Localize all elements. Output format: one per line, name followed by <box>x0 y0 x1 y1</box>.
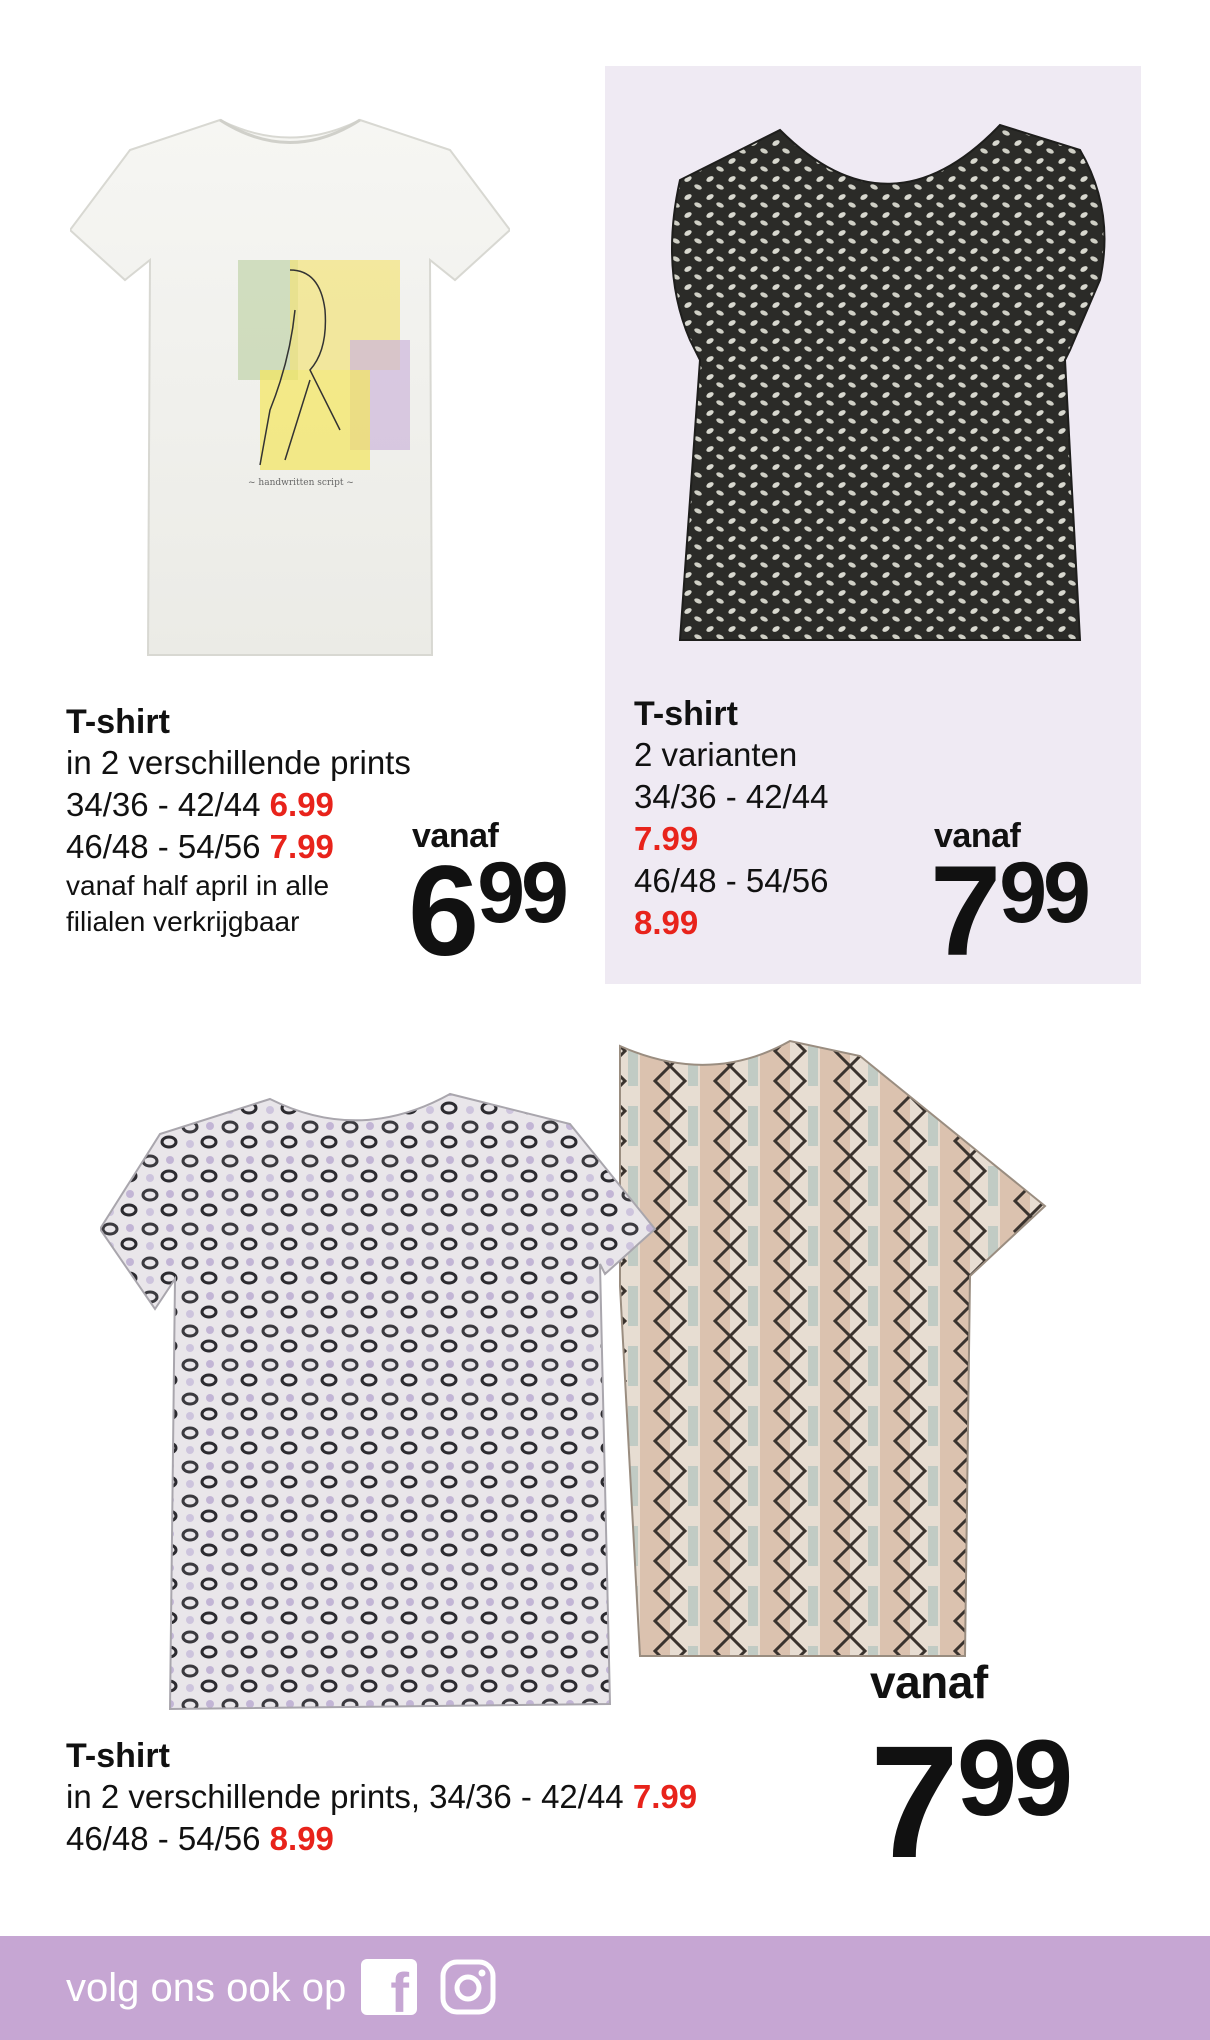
product3-size-row-1 <box>66 1776 697 1818</box>
product2-price-1: 7.99 <box>634 820 699 857</box>
product1-info <box>66 702 411 940</box>
product1-size-row-2 <box>66 826 411 868</box>
product1-note-2: filialen verkrijgbaar <box>66 906 300 937</box>
product2-price-2: 8.99 <box>634 904 699 941</box>
svg-text:~ handwritten script ~: ~ handwritten script ~ <box>248 478 354 488</box>
leopard-tshirt-image <box>100 1084 660 1714</box>
product1-note-1: vanaf half april in alle <box>66 870 330 901</box>
product1-description: in 2 verschillende prints <box>66 744 411 781</box>
size-price: 7.99 <box>632 1778 698 1815</box>
product1-size-row-1 <box>66 784 411 826</box>
product2-vanaf-label: vanaf <box>934 817 1021 855</box>
product3-title: T-shirt <box>66 1737 170 1775</box>
price-whole: 7 <box>870 1712 955 1891</box>
product1-vanaf-label: vanaf <box>412 817 499 855</box>
white-tshirt-image <box>70 110 510 670</box>
instagram-icon[interactable] <box>440 1959 496 2015</box>
product2-description: 2 varianten <box>634 736 798 773</box>
footer-text: volg ons ook op <box>66 1966 347 2010</box>
product3-big-price <box>870 1712 1070 1891</box>
size-label: in 2 verschillende prints, 34/36 - 42/44 <box>66 1778 624 1815</box>
price-cents: 99 <box>956 1717 1070 1838</box>
product2-size-1: 34/36 - 42/44 <box>634 778 829 815</box>
leopard-top-image <box>660 120 1120 660</box>
size-label: 46/48 - 54/56 <box>66 828 261 865</box>
price-cents: 99 <box>999 845 1087 941</box>
product2-info <box>634 694 829 944</box>
size-price: 6.99 <box>269 786 334 823</box>
size-label: 34/36 - 42/44 <box>66 786 261 823</box>
price-whole: 6 <box>408 840 476 983</box>
price-whole: 7 <box>930 840 998 983</box>
product3-vanaf-label: vanaf <box>870 1656 988 1708</box>
product3-size-row-2 <box>66 1818 697 1860</box>
product2-title: T-shirt <box>634 695 738 733</box>
product1-big-price <box>408 840 565 983</box>
size-label: 46/48 - 54/56 <box>66 1820 261 1857</box>
footer-bar <box>0 1936 1210 2040</box>
product3-info <box>66 1736 697 1860</box>
size-price: 8.99 <box>269 1820 334 1857</box>
facebook-icon[interactable]: f <box>361 1959 417 2015</box>
price-cents: 99 <box>477 845 565 941</box>
product2-size-2: 46/48 - 54/56 <box>634 862 829 899</box>
size-price: 7.99 <box>269 828 334 865</box>
product1-title: T-shirt <box>66 703 170 741</box>
product2-big-price <box>930 840 1087 983</box>
